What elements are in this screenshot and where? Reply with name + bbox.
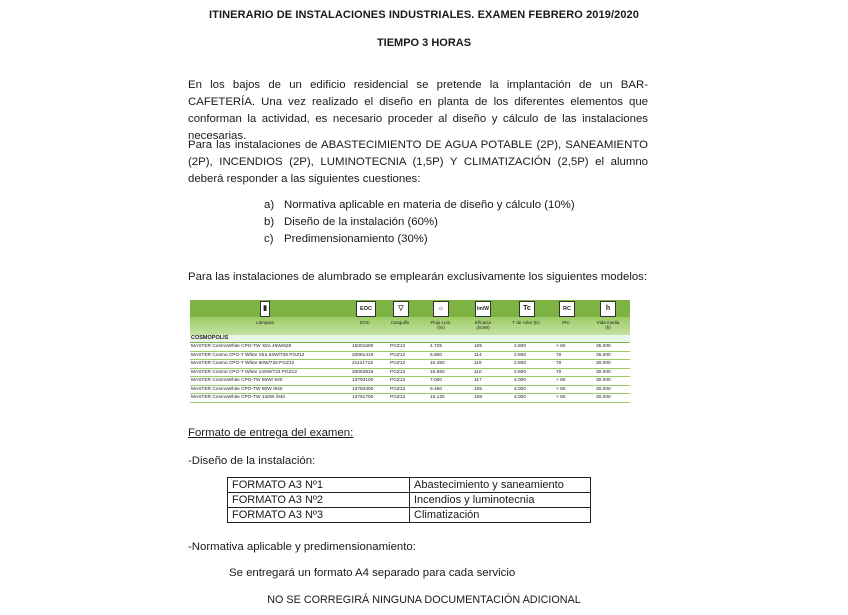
content-cell: Climatización bbox=[410, 508, 591, 523]
content-cell: Abastecimiento y saneamiento bbox=[410, 478, 591, 493]
column-header: Flujo Lum. (lm) bbox=[430, 320, 452, 330]
table-cell: 13793100 bbox=[352, 378, 374, 383]
delivery-heading: Formato de entrega del examen: bbox=[188, 427, 354, 439]
column-header: EOC bbox=[360, 320, 370, 325]
table-cell: 6.800 bbox=[430, 352, 443, 358]
table-cell: PGZ12 bbox=[390, 369, 406, 375]
questions-list bbox=[264, 197, 575, 248]
table-row bbox=[190, 352, 630, 361]
table-cell: 20053815 bbox=[352, 369, 374, 375]
table-cell: 2.800 bbox=[514, 361, 527, 366]
table-cell: MASTER CosmoWhite CPO-TW 90W /940 bbox=[191, 386, 283, 392]
table-cell: 110 bbox=[474, 369, 482, 375]
document-title: ITINERARIO DE INSTALACIONES INDUSTRIALES. EXAMEN FEBRERO 2019/2020 bbox=[209, 9, 639, 21]
format-cell: FORMATO A3 Nº3 bbox=[228, 508, 410, 523]
table-cell: 70 bbox=[556, 369, 562, 375]
list-item-letter: b) bbox=[264, 216, 275, 228]
table-cell: 108 bbox=[474, 395, 483, 400]
lamp-table bbox=[190, 300, 630, 403]
irc-icon: RC bbox=[559, 301, 575, 317]
table-cell: 20081415 bbox=[352, 352, 374, 358]
table-cell: PGZ12 bbox=[390, 344, 406, 349]
table-cell: 30.000 bbox=[596, 386, 611, 392]
table-cell: 105 bbox=[474, 344, 483, 349]
table-cell: 16.550 bbox=[430, 369, 445, 375]
table-row bbox=[190, 386, 630, 395]
table-row bbox=[190, 377, 630, 386]
table-cell: 9.450 bbox=[430, 386, 443, 392]
efficacy-icon: lm/W bbox=[475, 301, 491, 317]
list-item-letter: c) bbox=[264, 233, 274, 245]
table-cell: 70 bbox=[556, 352, 562, 358]
norm-text: Se entregará un formato A4 separado para cada servicio bbox=[229, 567, 516, 579]
table-cell: 35.000 bbox=[596, 344, 611, 349]
color-temp-icon: Tc bbox=[519, 301, 535, 317]
table-cell: 2.800 bbox=[514, 344, 527, 349]
table-row bbox=[190, 369, 630, 378]
list-item bbox=[264, 197, 575, 214]
socket-icon: ▽ bbox=[393, 301, 409, 317]
table-cell: PGZ12 bbox=[390, 386, 406, 392]
table-cell: 116 bbox=[474, 361, 482, 366]
table-cell: MASTER Cosmo CPO-T White Xtra 63W/728 PGZ12 bbox=[191, 352, 305, 358]
table-row bbox=[228, 493, 591, 508]
list-item bbox=[264, 214, 575, 231]
time-limit: TIEMPO 3 HORAS bbox=[376, 37, 472, 49]
format-table bbox=[227, 477, 591, 523]
table-cell: 13791700 bbox=[352, 395, 374, 400]
lamp-icon: ▮ bbox=[260, 301, 270, 317]
table-cell: MASTER CosmoWhite CPO-TW 60W/ 940 bbox=[191, 378, 283, 383]
table-cell: PGZ12 bbox=[390, 352, 406, 358]
table-row bbox=[228, 508, 591, 523]
table-cell: 15001500 bbox=[352, 344, 374, 349]
table-cell: > 80 bbox=[556, 395, 566, 400]
final-note: NO SE CORREGIRÁ NINGUNA DOCUMENTACIÓN ADICIONAL bbox=[267, 594, 581, 606]
table-row bbox=[190, 394, 630, 403]
norm-heading: -Normativa aplicable y predimensionamiento: bbox=[188, 541, 416, 553]
lamp-table-icon-bar bbox=[190, 300, 630, 317]
table-cell: PGZ12 bbox=[390, 378, 406, 383]
table-cell: 35.000 bbox=[596, 352, 611, 358]
lamp-group-label: COSMOPOLIS bbox=[190, 335, 630, 343]
table-cell: > 80 bbox=[556, 386, 566, 392]
list-item-text: Predimensionamiento (30%) bbox=[284, 233, 428, 245]
table-cell: 4.725 bbox=[430, 344, 443, 349]
list-item-text: Diseño de la instalación (60%) bbox=[284, 216, 438, 228]
design-heading: -Diseño de la instalación: bbox=[188, 455, 316, 467]
table-cell: 30.000 bbox=[596, 361, 611, 366]
lamp-rows bbox=[190, 343, 630, 403]
content-cell: Incendios y luminotecnia bbox=[410, 493, 591, 508]
intro-paragraph-1: En los bajos de un edificio residencial se pretende la implantación de un BAR-CAFETERÍA. Una vez realizado el diseño en planta de los diferentes elementos que conforman la actividad, es necesario proceder al diseño y cálculo de las instalaciones necesarias. bbox=[188, 79, 648, 142]
column-header: IRC bbox=[562, 320, 570, 325]
list-item-letter: a) bbox=[264, 199, 275, 211]
table-cell: 2.800 bbox=[514, 369, 527, 375]
column-header: Vida media (h) bbox=[596, 320, 620, 330]
column-header: Eficacia (lm/W) bbox=[475, 320, 491, 330]
table-cell: 114 bbox=[474, 352, 482, 358]
lifetime-icon: h bbox=[600, 301, 616, 317]
table-cell: 4.000 bbox=[514, 395, 527, 400]
flux-icon: ☼ bbox=[433, 301, 449, 317]
table-cell: > 60 bbox=[556, 344, 566, 349]
table-cell: 10.450 bbox=[430, 361, 445, 366]
table-cell: 30.000 bbox=[596, 378, 611, 383]
lighting-intro: Para las instalaciones de alumbrado se emplearán exclusivamente los siguientes modelos: bbox=[188, 271, 648, 283]
list-item-text: Normativa aplicable en materia de diseño y cálculo (10%) bbox=[284, 199, 575, 211]
table-cell: 30.000 bbox=[596, 369, 611, 375]
column-header: Lámpara bbox=[256, 320, 274, 325]
table-cell: 117 bbox=[474, 378, 482, 383]
table-cell: 21121715 bbox=[352, 361, 373, 366]
table-row bbox=[190, 343, 630, 352]
eoc-icon: EOC bbox=[356, 301, 376, 317]
column-header: Casquillo bbox=[390, 320, 410, 325]
table-cell: PGZ12 bbox=[390, 395, 406, 400]
table-cell: MASTER Cosmo CPO-T White 90W/728 PGZ12 bbox=[191, 361, 295, 366]
table-cell: 15.120 bbox=[430, 395, 445, 400]
table-row bbox=[228, 478, 591, 493]
format-cell: FORMATO A3 Nº1 bbox=[228, 478, 410, 493]
table-cell: MASTER Cosmo CPO-T White 140W/723 PGZ12 bbox=[191, 369, 298, 375]
format-cell: FORMATO A3 Nº2 bbox=[228, 493, 410, 508]
lamp-table-header bbox=[190, 317, 630, 335]
table-cell: MASTER CosmoWhite CPO-TW 140W /940 bbox=[191, 395, 286, 400]
column-header: T de color (K) bbox=[512, 320, 540, 325]
table-cell: 30.000 bbox=[596, 395, 611, 400]
table-cell: 7.000 bbox=[430, 378, 443, 383]
table-cell: 2.800 bbox=[514, 352, 527, 358]
table-row bbox=[190, 360, 630, 369]
table-cell: > 80 bbox=[556, 378, 566, 383]
table-cell: 70 bbox=[556, 361, 562, 366]
list-item bbox=[264, 231, 575, 248]
intro-paragraph-2: Para las instalaciones de ABASTECIMIENTO DE AGUA POTABLE (2P), SANEAMIENTO (2P), INCENDIOS (2P), LUMINOTECNIA (1,5P) Y CLIMATIZACIÓN (2,5P) el alumno deberá responder a las siguientes cuestiones: bbox=[188, 139, 648, 185]
table-cell: PGZ12 bbox=[390, 361, 406, 366]
table-cell: MASTER CosmoWhite CPO-TW Xtra 45W/628 bbox=[191, 344, 292, 349]
table-cell: 105 bbox=[474, 386, 483, 392]
table-cell: 4.000 bbox=[514, 386, 527, 392]
table-cell: 13783400 bbox=[352, 386, 374, 392]
table-cell: 4.000 bbox=[514, 378, 527, 383]
